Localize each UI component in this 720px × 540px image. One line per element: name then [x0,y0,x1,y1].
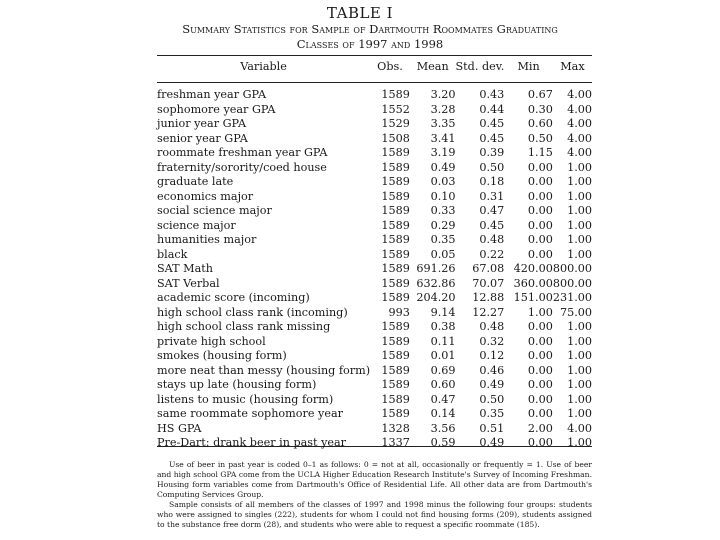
cell-mean: 3.41 [430,131,456,145]
table-row [157,204,592,219]
cell-obs: 1589 [381,189,410,203]
cell-variable: fraternity/sorority/coed house [157,160,327,174]
table-row [157,146,592,161]
cell-max: 231.00 [552,291,592,304]
cell-min: 0.30 [527,102,553,116]
cell-min: 0.00 [527,160,553,174]
cell-max: 75.00 [559,305,592,319]
caption-line: Classes of 1997 and 1998 [296,37,444,51]
cell-std-dev: 0.22 [479,247,505,261]
cell-mean: 0.33 [430,204,456,217]
note-paragraph: Sample consists of all members of the classes of 1997 and 1998 minus the following four groups: students who were assigned to singles (222), students for whom I could not find housing forms (209), students assigned to the substance free dorm (28), and students who were able to request a specific roommate (185). [157,500,592,529]
table-row [157,161,592,176]
table-row [157,262,592,277]
cell-mean: 204.20 [416,291,456,304]
cell-mean: 3.20 [430,88,456,101]
cell-obs: 1589 [381,349,410,362]
cell-mean: 0.14 [430,407,456,420]
cell-mean: 0.47 [430,392,456,406]
cell-std-dev: 0.43 [479,88,505,101]
cell-max: 4.00 [567,102,592,116]
cell-min: 360.00 [513,276,553,290]
cell-variable: roommate freshman year GPA [157,146,328,159]
table-row [157,190,592,205]
cell-min: 0.00 [527,363,553,377]
cell-mean: 632.86 [416,276,456,290]
cell-min: 0.00 [527,436,553,449]
table-row [157,335,592,350]
table-row [157,407,592,422]
cell-std-dev: 67.08 [472,262,505,275]
cell-variable: sophomore year GPA [157,102,276,116]
cell-obs: 1589 [381,378,410,391]
bottom-rule [157,446,592,447]
cell-obs: 1529 [381,117,410,130]
cell-max: 1.00 [567,407,592,420]
cell-std-dev: 0.45 [479,131,505,145]
cell-obs: 1589 [381,262,410,275]
cell-variable: economics major [157,189,254,203]
cell-mean: 3.56 [430,421,456,435]
cell-max: 4.00 [567,131,592,145]
cell-min: 0.00 [527,204,553,217]
cell-min: 1.15 [527,146,553,159]
column-header-variable: Variable [240,60,287,73]
cell-obs: 1589 [381,363,410,377]
table-row [157,364,592,379]
cell-variable: HS GPA [157,421,202,435]
cell-max: 1.00 [567,175,592,188]
cell-max: 800.00 [552,276,592,290]
cell-mean: 0.05 [430,247,456,261]
cell-std-dev: 0.35 [479,407,505,420]
cell-min: 0.00 [527,349,553,362]
cell-max: 1.00 [567,349,592,362]
cell-obs: 1328 [381,421,410,435]
cell-variable: senior year GPA [157,131,248,145]
table-row [157,422,592,437]
cell-std-dev: 0.31 [479,189,505,203]
cell-max: 1.00 [567,334,592,348]
cell-obs: 1589 [381,204,410,217]
column-header-max: Max [560,60,585,73]
cell-max: 4.00 [567,88,592,101]
table-row [157,175,592,190]
cell-obs: 993 [388,305,410,319]
cell-max: 1.00 [567,204,592,217]
cell-max: 4.00 [567,421,592,435]
cell-variable: SAT Verbal [157,276,220,290]
cell-std-dev: 0.18 [479,175,505,188]
table-row [157,393,592,408]
table-row [157,291,592,306]
cell-min: 0.00 [527,407,553,420]
cell-std-dev: 0.12 [479,349,505,362]
cell-std-dev: 0.39 [479,146,505,159]
cell-variable: same roommate sophomore year [157,407,343,420]
cell-min: 0.00 [527,334,553,348]
cell-max: 1.00 [567,218,592,232]
cell-max: 1.00 [567,363,592,377]
table-row [157,277,592,292]
cell-mean: 0.60 [430,378,456,391]
cell-std-dev: 0.48 [479,320,505,333]
cell-mean: 691.26 [416,262,456,275]
cell-std-dev: 0.44 [479,102,505,116]
cell-max: 1.00 [567,160,592,174]
cell-min: 0.00 [527,175,553,188]
cell-min: 2.00 [527,421,553,435]
cell-min: 0.00 [527,378,553,391]
table-row [157,306,592,321]
cell-min: 0.00 [527,247,553,261]
cell-obs: 1589 [381,160,410,174]
cell-obs: 1589 [381,407,410,420]
cell-obs: 1337 [381,436,410,449]
cell-min: 0.00 [527,320,553,333]
cell-obs: 1589 [381,233,410,246]
cell-std-dev: 12.88 [472,291,505,304]
cell-mean: 0.01 [430,349,456,362]
cell-min: 420.00 [513,262,553,275]
cell-min: 151.00 [513,291,553,304]
cell-max: 4.00 [567,146,592,159]
column-header-std-dev: Std. dev. [455,60,505,73]
cell-std-dev: 0.48 [479,233,505,246]
cell-std-dev: 12.27 [472,305,505,319]
cell-std-dev: 0.49 [479,378,505,391]
table-row [157,132,592,147]
cell-min: 0.00 [527,233,553,246]
cell-variable: science major [157,218,236,232]
column-header-min: Min [517,60,540,73]
cell-mean: 0.69 [430,363,456,377]
cell-variable: private high school [157,334,266,348]
cell-mean: 0.03 [430,175,456,188]
cell-mean: 0.10 [430,189,456,203]
cell-variable: listens to music (housing form) [157,392,334,406]
cell-max: 800.00 [552,262,592,275]
cell-mean: 3.35 [430,117,456,130]
cell-obs: 1589 [381,88,410,101]
cell-min: 0.50 [527,131,553,145]
cell-obs: 1508 [381,131,410,145]
cell-std-dev: 0.32 [479,334,505,348]
cell-obs: 1589 [381,320,410,333]
cell-variable: stays up late (housing form) [157,378,317,391]
cell-max: 1.00 [567,392,592,406]
column-header-mean: Mean [416,60,449,73]
table-row [157,378,592,393]
cell-variable: graduate late [157,175,234,188]
cell-min: 1.00 [527,305,553,319]
cell-std-dev: 0.51 [479,421,505,435]
cell-variable: SAT Math [157,262,213,275]
summary-statistics-table [157,60,592,451]
cell-obs: 1589 [381,291,410,304]
cell-std-dev: 0.47 [479,204,505,217]
cell-variable: more neat than messy (housing form) [157,363,371,377]
table-notes [157,460,592,530]
cell-mean: 0.35 [430,233,456,246]
table-row [157,88,592,103]
top-rule [157,55,592,56]
table-row [157,103,592,118]
cell-max: 1.00 [567,320,592,333]
table-row [157,233,592,248]
table-row [157,436,592,451]
cell-obs: 1589 [381,146,410,159]
cell-std-dev: 0.45 [479,218,505,232]
cell-mean: 9.14 [430,305,456,319]
cell-variable: humanities major [157,233,257,246]
cell-mean: 3.19 [430,146,456,159]
cell-variable: smokes (housing form) [157,349,287,362]
cell-obs: 1589 [381,334,410,348]
table-number: TABLE I [326,4,394,22]
cell-obs: 1589 [381,218,410,232]
cell-mean: 0.38 [430,320,456,333]
cell-variable: Pre-Dart: drank beer in past year [157,436,347,449]
cell-obs: 1589 [381,392,410,406]
note-paragraph: Use of beer in past year is coded 0–1 as follows: 0 = not at all, occasionally or frequently = 1. Use of beer and high school GPA come from the UCLA Higher Education Research Institute's Survey of Incoming Freshman. Housing form variables come from Dartmouth's Office of Residential Life. All other data are from Dartmouth's Computing Services Group. [157,460,592,499]
cell-min: 0.60 [527,117,553,130]
cell-variable: junior year GPA [157,117,247,130]
cell-mean: 0.11 [430,334,456,348]
cell-std-dev: 0.45 [479,117,505,130]
table-row [157,248,592,263]
cell-variable: academic score (incoming) [157,291,310,304]
table-row [157,349,592,364]
table-caption [150,22,590,52]
cell-obs: 1589 [381,175,410,188]
cell-mean: 0.59 [430,436,456,449]
cell-max: 1.00 [567,233,592,246]
column-header-obs: Obs. [377,60,403,73]
cell-max: 4.00 [567,117,592,130]
cell-obs: 1552 [381,102,410,116]
cell-std-dev: 0.49 [479,436,505,449]
table-row [157,117,592,132]
cell-variable: social science major [157,204,272,217]
cell-min: 0.00 [527,189,553,203]
cell-mean: 0.29 [430,218,456,232]
cell-variable: high school class rank missing [157,320,331,333]
cell-mean: 3.28 [430,102,456,116]
cell-max: 1.00 [567,378,592,391]
table-body [157,88,592,451]
cell-mean: 0.49 [430,160,456,174]
table-row [157,219,592,234]
cell-min: 0.67 [527,88,553,101]
cell-max: 1.00 [567,247,592,261]
cell-variable: freshman year GPA [157,88,267,101]
caption-line: Summary Statistics for Sample of Dartmouth Roommates Graduating [182,22,558,36]
cell-variable: black [157,247,188,261]
cell-std-dev: 0.46 [479,363,505,377]
cell-min: 0.00 [527,218,553,232]
cell-variable: high school class rank (incoming) [157,305,348,319]
header-row [157,60,592,82]
cell-std-dev: 0.50 [479,392,505,406]
cell-min: 0.00 [527,392,553,406]
table-row [157,320,592,335]
cell-obs: 1589 [381,247,410,261]
cell-max: 1.00 [567,189,592,203]
cell-std-dev: 0.50 [479,160,505,174]
cell-std-dev: 70.07 [472,276,505,290]
cell-max: 1.00 [567,436,592,449]
cell-obs: 1589 [381,276,410,290]
